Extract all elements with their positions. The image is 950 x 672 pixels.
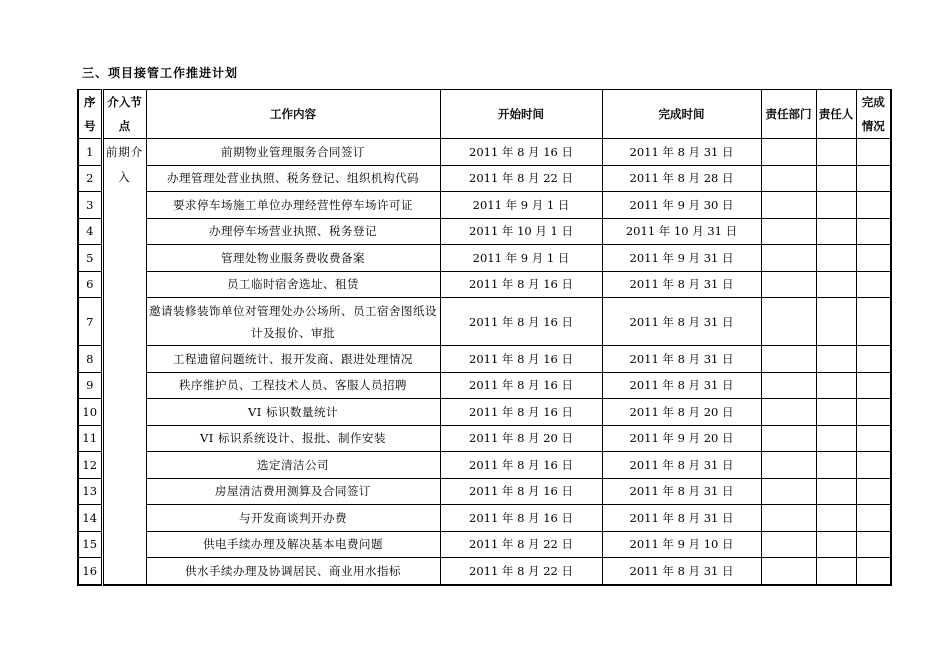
intervention-node-cell: [102, 372, 146, 399]
start-date: 2011 年 8 月 22 日: [440, 531, 602, 558]
header-person: 责任人: [816, 90, 856, 139]
completion-status: [856, 346, 891, 373]
row-number: 6: [78, 271, 102, 298]
row-number: 2: [78, 165, 102, 192]
work-content: 员工临时宿舍选址、租赁: [146, 271, 440, 298]
row-number: 1: [78, 139, 102, 166]
table-body: [78, 139, 891, 585]
completion-status: [856, 452, 891, 479]
responsible-person: [816, 425, 856, 452]
completion-status: [856, 271, 891, 298]
responsible-person: [816, 399, 856, 426]
completion-status: [856, 558, 891, 585]
row-number: 12: [78, 452, 102, 479]
start-date: 2011 年 8 月 22 日: [440, 558, 602, 585]
responsible-dept: [761, 165, 816, 192]
table-row: [78, 218, 891, 245]
row-number: 3: [78, 192, 102, 219]
end-date: 2011 年 8 月 20 日: [602, 399, 761, 426]
responsible-person: [816, 346, 856, 373]
end-date: 2011 年 9 月 10 日: [602, 531, 761, 558]
responsible-dept: [761, 531, 816, 558]
table-row: [78, 139, 891, 166]
row-number: 13: [78, 478, 102, 505]
end-date: 2011 年 9 月 31 日: [602, 245, 761, 272]
start-date: 2011 年 8 月 16 日: [440, 372, 602, 399]
responsible-dept: [761, 372, 816, 399]
responsible-dept: [761, 192, 816, 219]
completion-status: [856, 399, 891, 426]
header-node: 介入节点: [102, 90, 146, 139]
end-date: 2011 年 8 月 31 日: [602, 452, 761, 479]
end-date: 2011 年 8 月 31 日: [602, 271, 761, 298]
completion-status: [856, 425, 891, 452]
header-seq: 序号: [78, 90, 102, 139]
end-date: 2011 年 8 月 31 日: [602, 478, 761, 505]
completion-status: [856, 165, 891, 192]
table-row: [78, 165, 891, 192]
end-date: 2011 年 10 月 31 日: [602, 218, 761, 245]
responsible-dept: [761, 558, 816, 585]
responsible-person: [816, 452, 856, 479]
table-row: [78, 245, 891, 272]
row-number: 8: [78, 346, 102, 373]
intervention-node-cell: [102, 558, 146, 585]
work-content: 与开发商谈判开办费: [146, 505, 440, 532]
start-date: 2011 年 8 月 16 日: [440, 505, 602, 532]
responsible-dept: [761, 218, 816, 245]
row-number: 16: [78, 558, 102, 585]
start-date: 2011 年 9 月 1 日: [440, 245, 602, 272]
end-date: 2011 年 8 月 28 日: [602, 165, 761, 192]
intervention-node-cell: [102, 425, 146, 452]
responsible-person: [816, 245, 856, 272]
start-date: 2011 年 8 月 16 日: [440, 452, 602, 479]
header-start: 开始时间: [440, 90, 602, 139]
row-number: 5: [78, 245, 102, 272]
intervention-node: 前期介入: [102, 139, 146, 192]
end-date: 2011 年 9 月 30 日: [602, 192, 761, 219]
table-header-row: [78, 90, 891, 139]
completion-status: [856, 478, 891, 505]
header-content: 工作内容: [146, 90, 440, 139]
work-content: 房屋清洁费用测算及合同签订: [146, 478, 440, 505]
table-row: [78, 399, 891, 426]
work-content: 工程遗留问题统计、报开发商、跟进处理情况: [146, 346, 440, 373]
responsible-dept: [761, 478, 816, 505]
responsible-dept: [761, 271, 816, 298]
end-date: 2011 年 8 月 31 日: [602, 372, 761, 399]
responsible-person: [816, 192, 856, 219]
completion-status: [856, 298, 891, 346]
responsible-dept: [761, 505, 816, 532]
table-row: [78, 505, 891, 532]
responsible-dept: [761, 452, 816, 479]
work-content: 办理管理处营业执照、税务登记、组织机构代码: [146, 165, 440, 192]
table-row: [78, 425, 891, 452]
intervention-node-cell: [102, 478, 146, 505]
start-date: 2011 年 8 月 22 日: [440, 165, 602, 192]
intervention-node-cell: [102, 192, 146, 219]
start-date: 2011 年 8 月 16 日: [440, 399, 602, 426]
start-date: 2011 年 8 月 16 日: [440, 346, 602, 373]
end-date: 2011 年 9 月 20 日: [602, 425, 761, 452]
header-dept: 责任部门: [761, 90, 816, 139]
end-date: 2011 年 8 月 31 日: [602, 558, 761, 585]
table-row: [78, 271, 891, 298]
intervention-node-cell: [102, 218, 146, 245]
work-content: 管理处物业服务费收费备案: [146, 245, 440, 272]
work-content: 要求停车场施工单位办理经营性停车场许可证: [146, 192, 440, 219]
table-row: [78, 478, 891, 505]
responsible-person: [816, 372, 856, 399]
end-date: 2011 年 8 月 31 日: [602, 298, 761, 346]
intervention-node-cell: [102, 399, 146, 426]
completion-status: [856, 505, 891, 532]
intervention-node-cell: [102, 298, 146, 346]
work-content: 供水手续办理及协调居民、商业用水指标: [146, 558, 440, 585]
responsible-dept: [761, 425, 816, 452]
work-content: VI 标识数量统计: [146, 399, 440, 426]
intervention-node-cell: [102, 505, 146, 532]
completion-status: [856, 139, 891, 166]
responsible-dept: [761, 139, 816, 166]
work-content: 前期物业管理服务合同签订: [146, 139, 440, 166]
table-row: [78, 531, 891, 558]
start-date: 2011 年 10 月 1 日: [440, 218, 602, 245]
table-row: [78, 558, 891, 585]
table-row: [78, 298, 891, 346]
work-content: VI 标识系统设计、报批、制作安装: [146, 425, 440, 452]
intervention-node-cell: [102, 452, 146, 479]
intervention-node-cell: [102, 531, 146, 558]
responsible-dept: [761, 346, 816, 373]
row-number: 4: [78, 218, 102, 245]
responsible-dept: [761, 399, 816, 426]
completion-status: [856, 245, 891, 272]
responsible-person: [816, 271, 856, 298]
work-content: 邀请装修装饰单位对管理处办公场所、员工宿舍图纸设计及报价、审批: [146, 298, 440, 346]
row-number: 15: [78, 531, 102, 558]
responsible-person: [816, 165, 856, 192]
header-end: 完成时间: [602, 90, 761, 139]
responsible-person: [816, 558, 856, 585]
start-date: 2011 年 8 月 20 日: [440, 425, 602, 452]
row-number: 10: [78, 399, 102, 426]
row-number: 14: [78, 505, 102, 532]
completion-status: [856, 372, 891, 399]
start-date: 2011 年 8 月 16 日: [440, 139, 602, 166]
work-plan-table: [77, 89, 892, 586]
start-date: 2011 年 8 月 16 日: [440, 271, 602, 298]
work-content: 选定清洁公司: [146, 452, 440, 479]
completion-status: [856, 218, 891, 245]
responsible-person: [816, 505, 856, 532]
responsible-person: [816, 478, 856, 505]
responsible-dept: [761, 298, 816, 346]
end-date: 2011 年 8 月 31 日: [602, 139, 761, 166]
responsible-person: [816, 139, 856, 166]
intervention-node-cell: [102, 271, 146, 298]
responsible-person: [816, 298, 856, 346]
row-number: 9: [78, 372, 102, 399]
intervention-node-cell: [102, 346, 146, 373]
intervention-node-cell: [102, 245, 146, 272]
work-content: 秩序维护员、工程技术人员、客服人员招聘: [146, 372, 440, 399]
responsible-dept: [761, 245, 816, 272]
start-date: 2011 年 9 月 1 日: [440, 192, 602, 219]
responsible-person: [816, 531, 856, 558]
work-content: 供电手续办理及解决基本电费问题: [146, 531, 440, 558]
section-title: 三、项目接管工作推进计划: [82, 66, 239, 80]
end-date: 2011 年 8 月 31 日: [602, 346, 761, 373]
table-row: [78, 372, 891, 399]
row-number: 11: [78, 425, 102, 452]
row-number: 7: [78, 298, 102, 346]
table-row: [78, 192, 891, 219]
completion-status: [856, 192, 891, 219]
completion-status: [856, 531, 891, 558]
header-status: 完成情况: [856, 90, 891, 139]
end-date: 2011 年 8 月 31 日: [602, 505, 761, 532]
work-content: 办理停车场营业执照、税务登记: [146, 218, 440, 245]
start-date: 2011 年 8 月 16 日: [440, 478, 602, 505]
start-date: 2011 年 8 月 16 日: [440, 298, 602, 346]
table-row: [78, 452, 891, 479]
table-row: [78, 346, 891, 373]
responsible-person: [816, 218, 856, 245]
